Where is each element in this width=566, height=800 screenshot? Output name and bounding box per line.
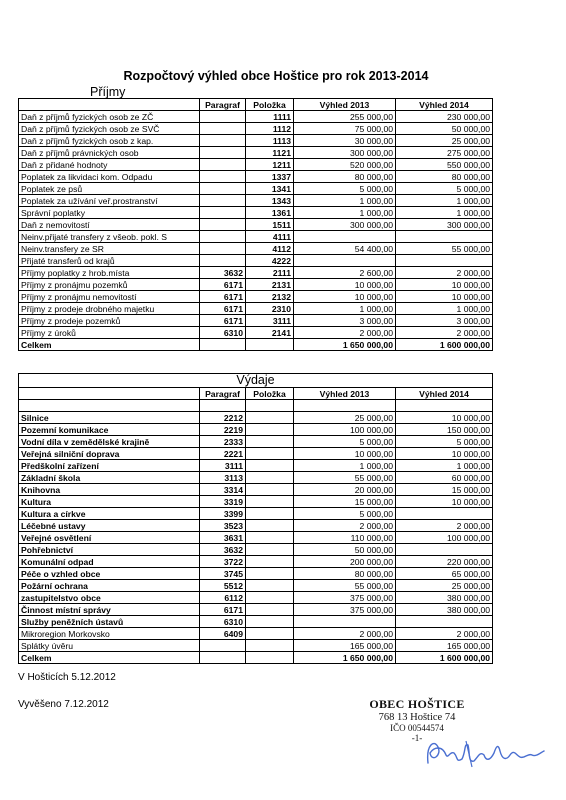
row-paragraf [200, 639, 246, 651]
row-2014: 65 000,00 [396, 567, 493, 579]
row-2014: 1 000,00 [396, 207, 493, 219]
row-paragraf: 2212 [200, 411, 246, 423]
table-row [19, 111, 493, 123]
row-2013: 54 400,00 [294, 243, 396, 255]
row-2014: 150 000,00 [396, 423, 493, 435]
row-2013: 1 000,00 [294, 195, 396, 207]
row-2014: 380 000,00 [396, 591, 493, 603]
row-paragraf: 3399 [200, 507, 246, 519]
row-polozka [246, 471, 294, 483]
row-2013: 2 000,00 [294, 519, 396, 531]
row-paragraf: 3632 [200, 267, 246, 279]
table-row [19, 459, 493, 471]
row-2014: 1 000,00 [396, 195, 493, 207]
table-row [19, 639, 493, 651]
row-2014: 10 000,00 [396, 291, 493, 303]
row-paragraf: 3631 [200, 531, 246, 543]
row-polozka [246, 423, 294, 435]
row-2013: 5 000,00 [294, 507, 396, 519]
total-row-2013: 1 650 000,00 [294, 651, 396, 663]
row-name: Daň z nemovitostí [19, 219, 200, 231]
row-2014: 2 000,00 [396, 327, 493, 339]
row-name: Veřejná silniční doprava [19, 447, 200, 459]
col-polozka-header: Položka [246, 387, 294, 399]
row-paragraf [200, 111, 246, 123]
row-paragraf: 6171 [200, 303, 246, 315]
total-row-paragraf [200, 339, 246, 351]
table-row [19, 327, 493, 339]
row-paragraf [200, 159, 246, 171]
row-2014 [396, 255, 493, 267]
row-2013: 300 000,00 [294, 147, 396, 159]
row-2013: 55 000,00 [294, 471, 396, 483]
table-row [19, 171, 493, 183]
table-row [19, 135, 493, 147]
row-polozka: 1113 [246, 135, 294, 147]
row-2014: 10 000,00 [396, 447, 493, 459]
row-polozka [246, 627, 294, 639]
row-polozka [246, 543, 294, 555]
row-paragraf: 3113 [200, 471, 246, 483]
revenue-heading: Příjmy [90, 85, 126, 99]
row-polozka [246, 591, 294, 603]
row-2014 [396, 507, 493, 519]
row-2013: 15 000,00 [294, 495, 396, 507]
table-row [19, 591, 493, 603]
row-2013: 520 000,00 [294, 159, 396, 171]
empty-cell [200, 399, 246, 411]
stamp-page: -1- [411, 733, 423, 743]
row-paragraf: 3722 [200, 555, 246, 567]
row-name: Poplatek za likvidaci kom. Odpadu [19, 171, 200, 183]
expense-heading: Výdaje [19, 374, 493, 388]
table-row [19, 123, 493, 135]
total-row [19, 651, 493, 663]
table-row [19, 267, 493, 279]
table-row [19, 303, 493, 315]
table-row [19, 507, 493, 519]
empty-cell [19, 399, 200, 411]
row-polozka: 2132 [246, 291, 294, 303]
row-polozka [246, 483, 294, 495]
row-2013: 1 000,00 [294, 303, 396, 315]
row-polozka: 3111 [246, 315, 294, 327]
row-polozka [246, 519, 294, 531]
row-polozka [246, 495, 294, 507]
row-2013: 5 000,00 [294, 435, 396, 447]
row-2014: 165 000,00 [396, 639, 493, 651]
row-polozka: 1343 [246, 195, 294, 207]
row-2013: 10 000,00 [294, 447, 396, 459]
table-row [19, 555, 493, 567]
col-2013-header: Výhled 2013 [294, 387, 396, 399]
row-name: Daň z přidané hodnoty [19, 159, 200, 171]
row-polozka: 2111 [246, 267, 294, 279]
row-2013: 1 000,00 [294, 459, 396, 471]
row-polozka: 4111 [246, 231, 294, 243]
total-row [19, 339, 493, 351]
row-2014: 25 000,00 [396, 579, 493, 591]
row-polozka: 1341 [246, 183, 294, 195]
row-paragraf: 3745 [200, 567, 246, 579]
row-2014: 25 000,00 [396, 135, 493, 147]
col-paragraf-header: Paragraf [200, 99, 246, 111]
row-name: Příjmy z pronájmu pozemků [19, 279, 200, 291]
row-name: Léčebné ustavy [19, 519, 200, 531]
row-2014: 80 000,00 [396, 171, 493, 183]
row-2014: 5 000,00 [396, 183, 493, 195]
table-row [19, 279, 493, 291]
row-name: Správní poplatky [19, 207, 200, 219]
row-paragraf: 2219 [200, 423, 246, 435]
row-name: Příjmy z pronájmu nemovitostí [19, 291, 200, 303]
row-paragraf [200, 231, 246, 243]
table-row [19, 603, 493, 615]
row-paragraf: 6171 [200, 291, 246, 303]
row-name: Požární ochrana [19, 579, 200, 591]
row-name: Veřejné osvětlení [19, 531, 200, 543]
row-name: Kultura [19, 495, 200, 507]
row-2014 [396, 543, 493, 555]
table-row [19, 183, 493, 195]
row-paragraf: 3523 [200, 519, 246, 531]
row-polozka: 2141 [246, 327, 294, 339]
row-paragraf: 3111 [200, 459, 246, 471]
row-2013: 10 000,00 [294, 279, 396, 291]
row-2013: 5 000,00 [294, 183, 396, 195]
row-2013: 10 000,00 [294, 291, 396, 303]
table-row [19, 483, 493, 495]
row-2013: 1 000,00 [294, 207, 396, 219]
row-name: Příjmy z prodeje drobného majetku [19, 303, 200, 315]
spacer-row [19, 399, 493, 411]
row-2013 [294, 231, 396, 243]
document-title: Rozpočtový výhled obce Hoštice pro rok 2013-2014 [123, 69, 429, 83]
row-2014: 230 000,00 [396, 111, 493, 123]
row-paragraf: 3319 [200, 495, 246, 507]
row-paragraf: 5512 [200, 579, 246, 591]
row-2014: 220 000,00 [396, 555, 493, 567]
total-row-2013: 1 650 000,00 [294, 339, 396, 351]
row-2013: 25 000,00 [294, 411, 396, 423]
row-name: Komunální odpad [19, 555, 200, 567]
row-2013: 300 000,00 [294, 219, 396, 231]
row-paragraf [200, 207, 246, 219]
row-2014: 55 000,00 [396, 243, 493, 255]
table-row [19, 195, 493, 207]
row-name: Mikroregion Morkovsko [19, 627, 200, 639]
row-paragraf: 3632 [200, 543, 246, 555]
table-row [19, 567, 493, 579]
row-2013: 2 600,00 [294, 267, 396, 279]
row-name: Kultura a církve [19, 507, 200, 519]
table-row [19, 579, 493, 591]
row-polozka [246, 507, 294, 519]
row-polozka [246, 459, 294, 471]
row-polozka [246, 555, 294, 567]
row-name: Vodní díla v zemědělské krajině [19, 435, 200, 447]
table-row [19, 315, 493, 327]
row-paragraf [200, 171, 246, 183]
row-polozka: 1211 [246, 159, 294, 171]
total-row-polozka [246, 651, 294, 663]
row-polozka: 4112 [246, 243, 294, 255]
row-2014: 15 000,00 [396, 483, 493, 495]
table-row [19, 411, 493, 423]
table-row [19, 423, 493, 435]
row-2014: 550 000,00 [396, 159, 493, 171]
table-row [19, 147, 493, 159]
table-row [19, 531, 493, 543]
row-paragraf [200, 147, 246, 159]
row-name: Základní škola [19, 471, 200, 483]
row-name: zastupitelstvo obce [19, 591, 200, 603]
row-polozka: 1121 [246, 147, 294, 159]
row-2013: 375 000,00 [294, 591, 396, 603]
row-2013: 50 000,00 [294, 543, 396, 555]
row-2013: 375 000,00 [294, 603, 396, 615]
table-row [19, 219, 493, 231]
row-2013: 20 000,00 [294, 483, 396, 495]
row-paragraf [200, 243, 246, 255]
table-row [19, 231, 493, 243]
row-2014: 50 000,00 [396, 123, 493, 135]
header-row [19, 99, 493, 111]
empty-cell [396, 399, 493, 411]
row-paragraf: 3314 [200, 483, 246, 495]
total-row-name: Celkem [19, 651, 200, 663]
row-paragraf [200, 195, 246, 207]
row-2014: 10 000,00 [396, 279, 493, 291]
row-2013: 110 000,00 [294, 531, 396, 543]
row-2014: 2 000,00 [396, 267, 493, 279]
col-name-header [19, 99, 200, 111]
row-2013: 100 000,00 [294, 423, 396, 435]
row-2014 [396, 615, 493, 627]
row-2013: 80 000,00 [294, 171, 396, 183]
header-row [19, 387, 493, 399]
row-name: Daň z příjmů fyzických osob ze SVČ [19, 123, 200, 135]
row-paragraf: 6171 [200, 603, 246, 615]
stamp-name: OBEC HOŠTICE [369, 697, 465, 711]
row-name: Poplatek za užívání veř.prostranství [19, 195, 200, 207]
row-2013: 200 000,00 [294, 555, 396, 567]
table-row [19, 159, 493, 171]
row-name: Činnost místní správy [19, 603, 200, 615]
row-2013: 30 000,00 [294, 135, 396, 147]
row-polozka: 2310 [246, 303, 294, 315]
row-paragraf: 6171 [200, 279, 246, 291]
row-2013: 2 000,00 [294, 627, 396, 639]
row-2014: 100 000,00 [396, 531, 493, 543]
row-name: Příjmy z prodeje pozemků [19, 315, 200, 327]
row-name: Daň z příjmů právnických osob [19, 147, 200, 159]
row-polozka [246, 603, 294, 615]
row-polozka [246, 567, 294, 579]
row-polozka: 1111 [246, 111, 294, 123]
table-row [19, 255, 493, 267]
row-name: Pohřebnictví [19, 543, 200, 555]
expense-table [18, 373, 493, 664]
col-2014-header: Výhled 2014 [396, 387, 493, 399]
row-2014: 3 000,00 [396, 315, 493, 327]
place-date: V Hošticích 5.12.2012 [18, 672, 116, 683]
row-polozka: 4222 [246, 255, 294, 267]
row-2014: 1 000,00 [396, 459, 493, 471]
row-2013 [294, 615, 396, 627]
row-2014: 2 000,00 [396, 627, 493, 639]
row-name: Poplatek ze psů [19, 183, 200, 195]
row-name: Předškolní zařízení [19, 459, 200, 471]
table-row [19, 243, 493, 255]
table-row [19, 291, 493, 303]
row-2014: 275 000,00 [396, 147, 493, 159]
empty-cell [294, 399, 396, 411]
table-row [19, 615, 493, 627]
row-polozka: 1361 [246, 207, 294, 219]
row-paragraf: 6409 [200, 627, 246, 639]
row-name: Knihovna [19, 483, 200, 495]
table-row [19, 471, 493, 483]
row-2014: 1 000,00 [396, 303, 493, 315]
row-paragraf [200, 255, 246, 267]
signature-image [420, 733, 550, 773]
row-polozka [246, 411, 294, 423]
table-row [19, 435, 493, 447]
col-2014-header: Výhled 2014 [396, 99, 493, 111]
row-paragraf: 6171 [200, 315, 246, 327]
table-row [19, 207, 493, 219]
revenue-table [18, 98, 493, 351]
row-name: Silnice [19, 411, 200, 423]
row-name: Péče o vzhled obce [19, 567, 200, 579]
row-paragraf: 2333 [200, 435, 246, 447]
table-row [19, 627, 493, 639]
stamp-address: 768 13 Hoštice 74 [378, 712, 456, 723]
row-polozka: 1511 [246, 219, 294, 231]
table-row [19, 519, 493, 531]
row-polozka [246, 435, 294, 447]
row-name: Pozemní komunikace [19, 423, 200, 435]
row-name: Přijaté transferů od krajů [19, 255, 200, 267]
row-paragraf: 6310 [200, 327, 246, 339]
col-name-header [19, 387, 200, 399]
row-2013: 2 000,00 [294, 327, 396, 339]
row-name: Splátky úvěru [19, 639, 200, 651]
row-2014: 380 000,00 [396, 603, 493, 615]
row-paragraf [200, 183, 246, 195]
row-polozka [246, 447, 294, 459]
stamp-ico: IČO 00544574 [390, 723, 444, 733]
row-2013: 75 000,00 [294, 123, 396, 135]
row-paragraf [200, 123, 246, 135]
row-name: Daň z příjmů fyzických osob z kap. [19, 135, 200, 147]
row-2013: 55 000,00 [294, 579, 396, 591]
row-polozka: 1337 [246, 171, 294, 183]
total-row-name: Celkem [19, 339, 200, 351]
row-polozka [246, 579, 294, 591]
table-row [19, 495, 493, 507]
row-name: Neinv.transfery ze SR [19, 243, 200, 255]
row-paragraf [200, 219, 246, 231]
total-row-2014: 1 600 000,00 [396, 651, 493, 663]
row-2013: 165 000,00 [294, 639, 396, 651]
row-2014: 2 000,00 [396, 519, 493, 531]
table-row [19, 447, 493, 459]
row-2013 [294, 255, 396, 267]
empty-cell [246, 399, 294, 411]
row-2014: 10 000,00 [396, 411, 493, 423]
row-paragraf: 6310 [200, 615, 246, 627]
row-name: Daň z příjmů fyzických osob ze ZČ [19, 111, 200, 123]
row-paragraf: 2221 [200, 447, 246, 459]
row-2014: 60 000,00 [396, 471, 493, 483]
col-2013-header: Výhled 2013 [294, 99, 396, 111]
row-name: Neinv.přijaté transfery z všeob. pokl. S [19, 231, 200, 243]
row-name: Příjmy poplatky z hrob.místa [19, 267, 200, 279]
table-row [19, 543, 493, 555]
row-name: Služby peněžních ústavů [19, 615, 200, 627]
row-polozka: 1112 [246, 123, 294, 135]
row-polozka: 2131 [246, 279, 294, 291]
col-polozka-header: Položka [246, 99, 294, 111]
row-2013: 3 000,00 [294, 315, 396, 327]
row-2013: 80 000,00 [294, 567, 396, 579]
row-2013: 255 000,00 [294, 111, 396, 123]
row-paragraf: 6112 [200, 591, 246, 603]
row-2014: 5 000,00 [396, 435, 493, 447]
total-row-polozka [246, 339, 294, 351]
row-polozka [246, 639, 294, 651]
row-2014 [396, 231, 493, 243]
row-polozka [246, 615, 294, 627]
col-paragraf-header: Paragraf [200, 387, 246, 399]
row-paragraf [200, 135, 246, 147]
row-2014: 10 000,00 [396, 495, 493, 507]
total-row-paragraf [200, 651, 246, 663]
posted-date: Vyvěšeno 7.12.2012 [18, 699, 109, 710]
row-2014: 300 000,00 [396, 219, 493, 231]
row-name: Příjmy z úroků [19, 327, 200, 339]
row-polozka [246, 531, 294, 543]
total-row-2014: 1 600 000,00 [396, 339, 493, 351]
